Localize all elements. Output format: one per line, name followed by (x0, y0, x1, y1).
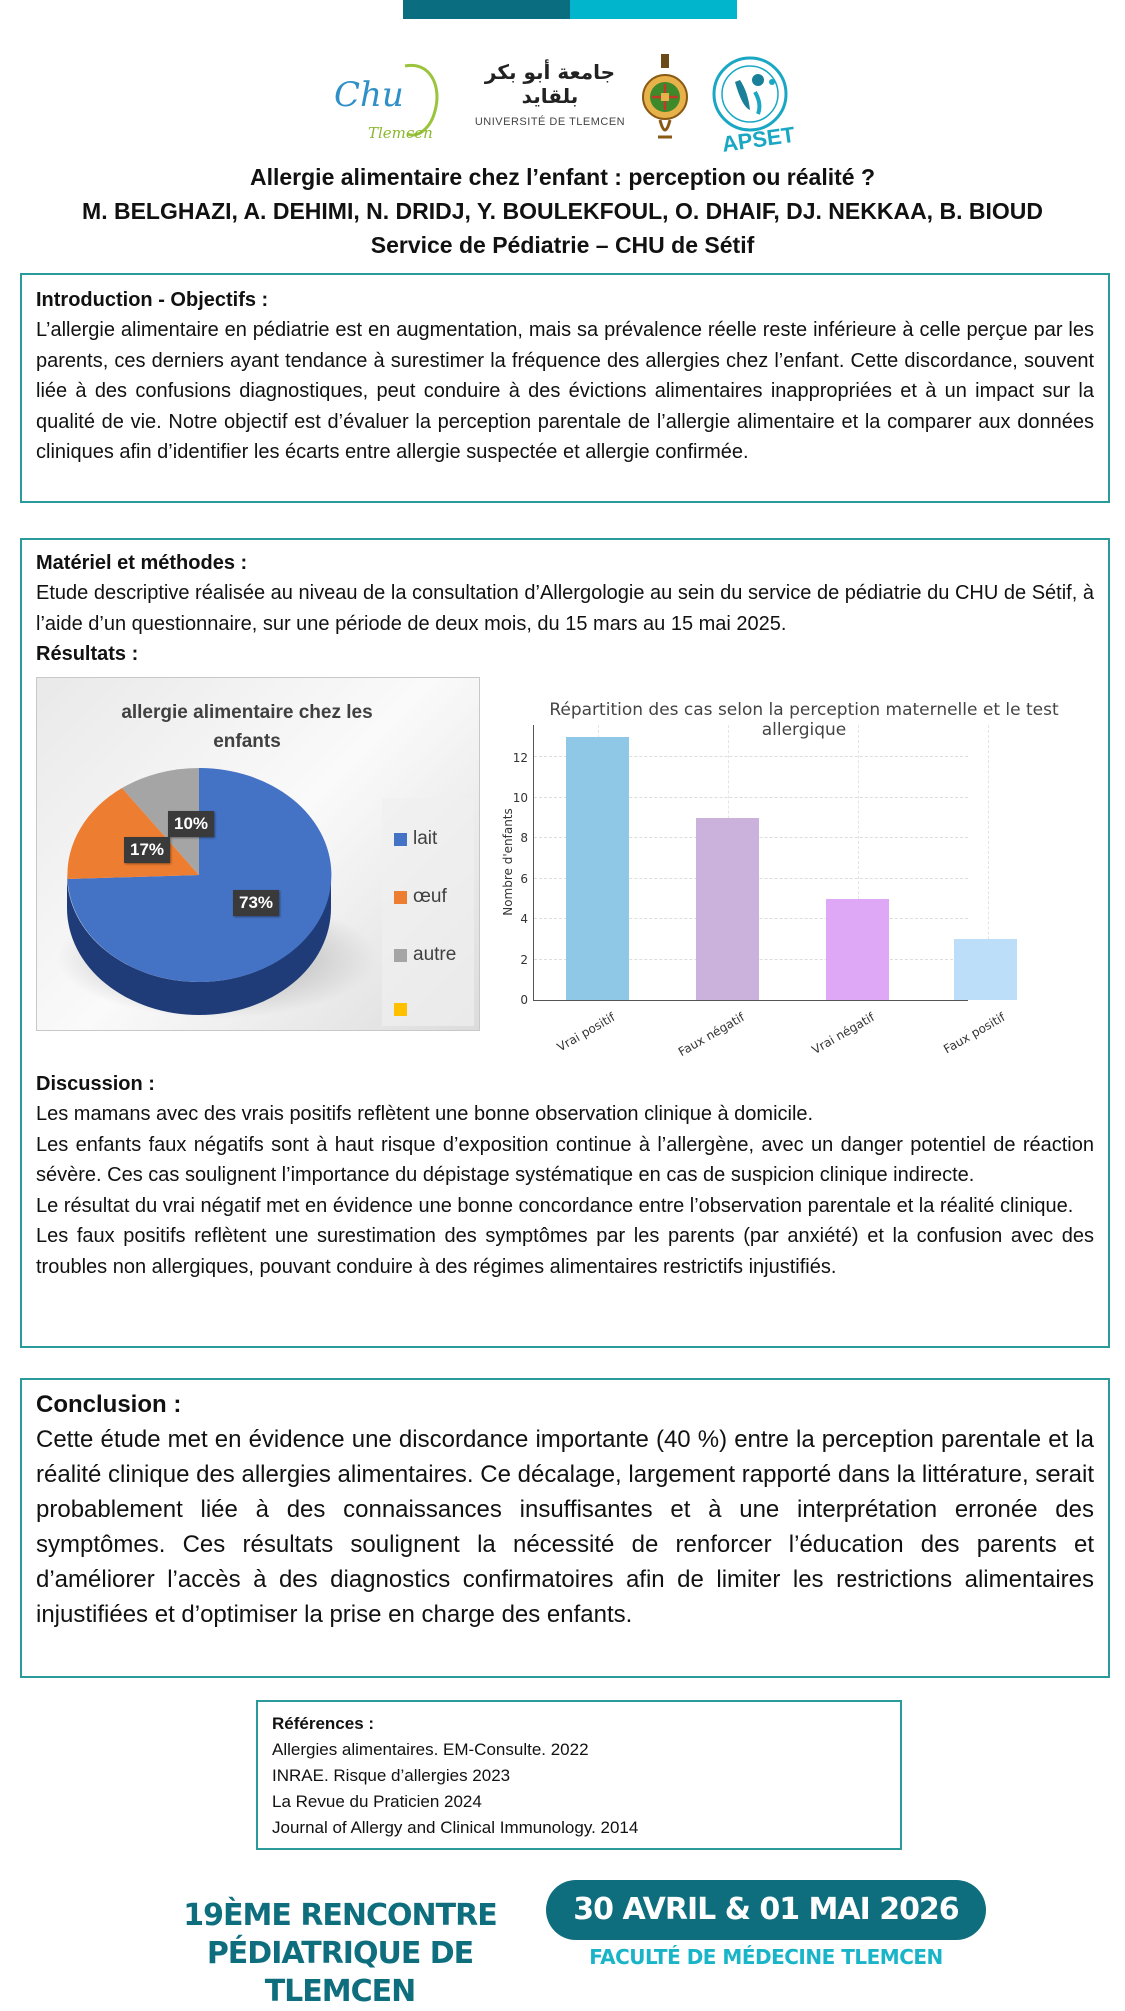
event-dates-badge: 30 AVRIL & 01 MAI 2026 (546, 1880, 986, 1940)
discussion-paragraph: Les faux positifs reflètent une surestimation des symptômes par les parents (par anxiété) et la confusion avec des troubles non allergiques, pouvant conduire à des régimes alimentaires restrictifs injustifiés. (36, 1225, 1094, 1278)
bar-chart-plot-area (512, 725, 1007, 1060)
pie-legend (382, 798, 474, 1026)
chu-logo-icon (330, 56, 445, 146)
legend-item-lait: lait (394, 828, 437, 850)
conclusion-heading: Conclusion : (36, 1391, 182, 1418)
legend-swatch-icon (394, 1003, 407, 1016)
poster-affiliation: Service de Pédiatrie – CHU de Sétif (370, 232, 755, 258)
university-emblem-icon (640, 52, 690, 147)
y-tick: 8 (520, 831, 528, 845)
legend-swatch-icon (394, 833, 407, 846)
methods-heading: Matériel et méthodes : (36, 552, 248, 574)
legend-item-oeuf: œuf (394, 886, 447, 908)
conclusion-section (20, 1378, 1110, 1678)
legend-item-autre: autre (394, 944, 456, 966)
y-tick: 2 (520, 953, 528, 967)
event-name (130, 1897, 550, 2011)
apset-logo (700, 52, 798, 152)
university-tlemcen-logo (465, 60, 635, 130)
chu-tlemcen-logo (330, 56, 445, 146)
y-tick: 12 (512, 751, 528, 765)
introduction-section (20, 273, 1110, 503)
discussion-paragraph: Les enfants faux négatifs sont à haut risque d’exposition continue à l’allergène, avec un danger potentiel de réaction sévère. Ces cas soulignent l’importance du dépistage systématique en cas de suspicion clinique indirecte. (36, 1133, 1094, 1186)
university-arabic-name: جامعة أبو بكر بلقايد (484, 60, 616, 108)
top-bar-dark-segment (403, 0, 570, 19)
conclusion-text: Cette étude met en évidence une discordance importante (40 %) entre la perception parentale et la réalité clinique des allergies alimentaires. Ce décalage, largement rapporté dans la littérature, serait probablement liée à des connaissances insuffisantes et à une interprétation erronée des symptômes. Ces résultats soulignent la nécessité de renforcer l’éducation des parents et d’améliorer l’accès à des diagnostics confirmatoires afin de limiter les restrictions alimentaires injustifiées et d’optimiser la prise en charge des enfants. (36, 1426, 1094, 1628)
event-name-line1: 19ÈME RENCONTRE (183, 1898, 497, 1933)
event-venue: FACULTÉ DE MÉDECINE TLEMCEN (589, 1945, 943, 1969)
y-tick: 10 (512, 791, 528, 805)
bar-faux-negatif (696, 818, 759, 1000)
event-name-line2: PÉDIATRIQUE DE TLEMCEN (206, 1936, 474, 2009)
legend-item-empty (394, 1003, 413, 1016)
bar-chart-y-label: Nombre d'enfants (501, 808, 515, 916)
bar-vrai-negatif (826, 899, 889, 1000)
pie-label-autre: 10% (168, 811, 214, 837)
top-bar-light-segment (570, 0, 737, 19)
svg-text:Chu: Chu (334, 75, 404, 115)
x-tick-label: Faux négatif (675, 1010, 747, 1060)
results-heading: Résultats : (36, 643, 139, 665)
svg-text:APSET: APSET (720, 121, 797, 152)
y-tick: 4 (520, 912, 528, 926)
discussion-paragraph: Le résultat du vrai négatif met en évidence une bonne concordance entre l’observation parentale et la réalité clinique. (36, 1194, 1074, 1217)
logo-row (330, 52, 800, 152)
references-heading: Références : (272, 1714, 375, 1733)
reference-item: Journal of Allergy and Clinical Immunology. 2014 (272, 1818, 639, 1837)
pie-chart (36, 677, 480, 1031)
poster-authors: M. BELGHAZI, A. DEHIMI, N. DRIDJ, Y. BOULEKFOUL, O. DHAIF, DJ. NEKKAA, B. BIOUD (82, 198, 1043, 224)
methods-text: Etude descriptive réalisée au niveau de la consultation d’Allergologie au sein du service de pédiatrie du CHU de Sétif, à l’aide d’un questionnaire, sur une période de deux mois, du 15 mars au 15 mai 2025. (36, 582, 1094, 635)
y-tick: 0 (520, 993, 528, 1007)
reference-item: INRAE. Risque d’allergies 2023 (272, 1766, 511, 1785)
references-section (256, 1700, 902, 1850)
x-tick-label: Vrai positif (554, 1010, 617, 1055)
legend-swatch-icon (394, 891, 407, 904)
pie-chart-graphic (57, 768, 377, 1028)
discussion-paragraph: Les mamans avec des vrais positifs reflètent une bonne observation clinique à domicile. (36, 1103, 814, 1125)
legend-swatch-icon (394, 949, 407, 962)
x-tick-label: Faux positif (940, 1010, 1007, 1057)
university-french-name: UNIVERSITÉ DE TLEMCEN (474, 116, 626, 128)
poster-title: Allergie alimentaire chez l’enfant : perception ou réalité ? (250, 164, 875, 190)
bar-faux-positif (954, 939, 1017, 1000)
bar-chart-title: Répartition des cas selon la perception maternelle et le test allergique (549, 700, 1059, 740)
x-tick-label: Vrai négatif (809, 1010, 877, 1058)
poster-header (0, 160, 1125, 262)
top-color-bar (403, 0, 737, 19)
y-tick: 6 (520, 872, 528, 886)
introduction-text: L’allergie alimentaire en pédiatrie est en augmentation, mais sa prévalence réelle reste inférieure à celle perçue par les parents, ces derniers ayant tendance à surestimer la fréquence des allergies chez l’enfant. Cette discordance, souvent liée à des confusions diagnostiques, peut conduire à des évictions alimentaires inappropriées et à un impact sur la qualité de vie. Notre objectif est d’évaluer la perception parentale de l’allergie alimentaire et la comparer aux données cliniques afin d’identifier les écarts entre allergie suspectée et allergie confirmée. (36, 319, 1094, 463)
bar-vrai-positif (566, 737, 629, 1000)
pie-label-lait: 73% (233, 890, 279, 916)
svg-text:Tlemcen: Tlemcen (368, 124, 433, 142)
pie-label-oeuf: 17% (124, 837, 170, 863)
pie-chart-title: allergie alimentaire chez les enfants (121, 702, 373, 752)
discussion-heading: Discussion : (36, 1073, 155, 1095)
reference-item: La Revue du Praticien 2024 (272, 1792, 482, 1811)
bar-chart (484, 680, 1096, 1060)
introduction-heading: Introduction - Objectifs : (36, 289, 269, 311)
reference-item: Allergies alimentaires. EM-Consulte. 2022 (272, 1740, 589, 1759)
apset-logo-icon (700, 52, 798, 152)
